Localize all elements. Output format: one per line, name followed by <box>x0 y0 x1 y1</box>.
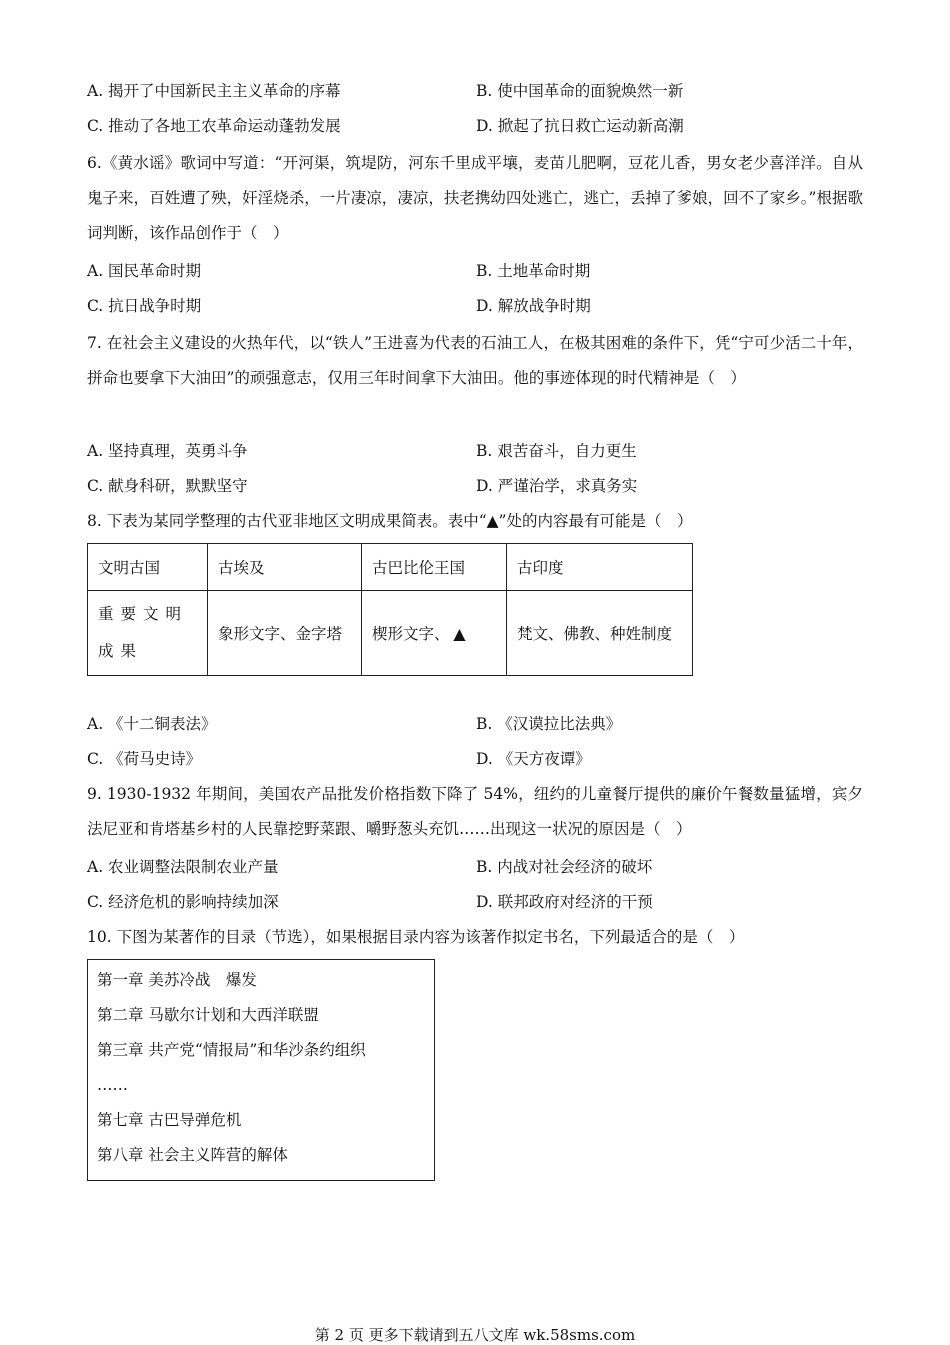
q5-option-b: B. 使中国革命的面貌焕然一新 <box>476 82 684 100</box>
q5-option-c: C. 推动了各地工农革命运动蓬勃发展 <box>87 117 341 135</box>
toc-item: 第三章 共产党“情报局”和华沙条约组织 <box>97 1041 366 1059</box>
table-row-label: 重要文明成果 <box>88 591 208 676</box>
q7-option-d: D. 严谨治学，求真务实 <box>476 477 638 495</box>
table-header-egypt: 古埃及 <box>208 544 362 591</box>
q10-stem: 10. 下图为某著作的目录（节选），如果根据目录内容为该著作拟定书名，下列最适合的是（ ） <box>87 928 745 946</box>
toc-item: 第八章 社会主义阵营的解体 <box>97 1146 288 1164</box>
q8-option-a: A. 《十二铜表法》 <box>87 715 217 733</box>
q8-option-d: D. 《天方夜谭》 <box>476 750 591 768</box>
table-header-civ: 文明古国 <box>88 544 208 591</box>
q8-option-c: C. 《荷马史诗》 <box>87 750 202 768</box>
toc-item: …… <box>97 1076 128 1094</box>
q5-option-d: D. 掀起了抗日救亡运动新高潮 <box>476 117 684 135</box>
q9-option-b: B. 内战对社会经济的破坏 <box>476 858 653 876</box>
civilization-table <box>87 543 693 676</box>
q7-option-c: C. 献身科研，默默坚守 <box>87 477 248 495</box>
q9-option-c: C. 经济危机的影响持续加深 <box>87 893 279 911</box>
table-cell-egypt: 象形文字、金字塔 <box>208 591 362 676</box>
page-footer: 第 2 页 更多下载请到五八文库 wk.58sms.com <box>314 1326 636 1344</box>
q7-option-a: A. 坚持真理，英勇斗争 <box>87 442 248 460</box>
table-cell-india: 梵文、佛教、种姓制度 <box>507 591 693 676</box>
q7-stem: 7. 在社会主义建设的火热年代，以“铁人”王进喜为代表的石油工人，在极其困难的条件下，凭“宁可少活二十年，拼命也要拿下大油田”的顽强意志，仅用三年时间拿下大油田。他的事迹体现的时代精神是（ ） <box>87 334 863 387</box>
table-header-india: 古印度 <box>507 544 693 591</box>
q6-stem: 6.《黄水谣》歌词中写道：“开河渠，筑堤防，河东千里成平壤，麦苗儿肥啊，豆花儿香，男女老少喜洋洋。自从鬼子来，百姓遭了殃，奸淫烧杀，一片凄凉，凄凉，扶老携幼四处逃亡，逃亡，丢掉了爹娘，回不了家乡。”根据歌词判断，该作品创作于（ ） <box>87 154 863 242</box>
q9-option-d: D. 联邦政府对经济的干预 <box>476 893 653 911</box>
table-of-contents-box <box>87 959 435 1181</box>
table-cell-babylon <box>362 591 507 676</box>
toc-item: 第二章 马歇尔计划和大西洋联盟 <box>97 1006 319 1024</box>
q9-option-a: A. 农业调整法限制农业产量 <box>87 858 279 876</box>
q9-stem: 9. 1930-1932 年期间，美国农产品批发价格指数下降了 54%，纽约的儿童餐厅提供的廉价午餐数量猛增，宾夕法尼亚和肯塔基乡村的人民靠挖野菜跟、嚼野葱头充饥……出现这一状况的原因是（ ） <box>87 785 863 838</box>
q6-option-c: C. 抗日战争时期 <box>87 297 202 315</box>
table-header-babylon: 古巴比伦王国 <box>362 544 507 591</box>
q6-option-a: A. 国民革命时期 <box>87 262 202 280</box>
babylon-text: 楔形文字、 <box>372 625 450 643</box>
toc-item: 第一章 美苏冷战 爆发 <box>97 971 257 989</box>
q8-stem: 8. 下表为某同学整理的古代亚非地区文明成果简表。表中“▲”处的内容最有可能是（ ） <box>87 512 693 530</box>
triangle-placeholder: ▲ <box>453 625 466 643</box>
q7-option-b: B. 艰苦奋斗，自力更生 <box>476 442 637 460</box>
toc-item: 第七章 古巴导弹危机 <box>97 1111 242 1129</box>
q6-option-d: D. 解放战争时期 <box>476 297 591 315</box>
q8-option-b: B. 《汉谟拉比法典》 <box>476 715 622 733</box>
q6-option-b: B. 土地革命时期 <box>476 262 591 280</box>
q5-option-a: A. 揭开了中国新民主主义革命的序幕 <box>87 82 341 100</box>
